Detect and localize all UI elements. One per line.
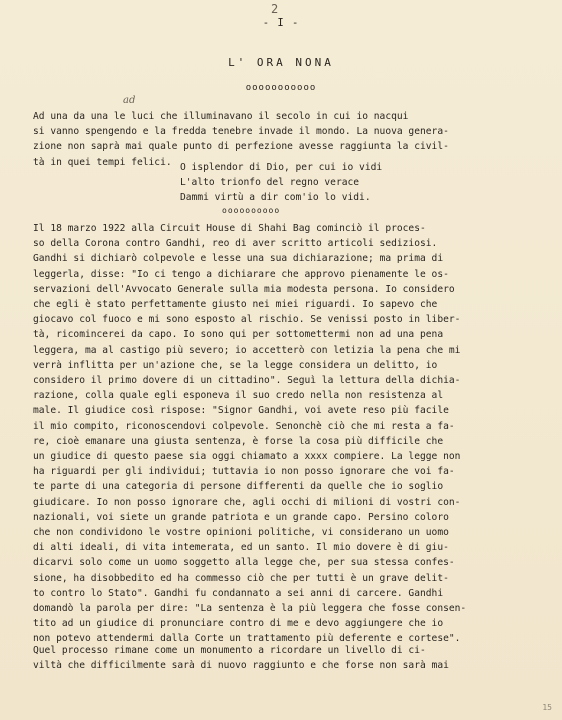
trial-line: nazionali, voi siete un grande patriota e un grande capo. Persino coloro — [33, 511, 449, 523]
corner-pencil-mark: 15 — [542, 703, 552, 712]
trial-line: tito ad un giudice di pronunciare contro di me e devo aggiungere che io — [33, 618, 444, 630]
title-decoration: ooooooooooo — [245, 83, 317, 93]
trial-line: sione, ha disobbedito ed ha commesso ciò che per tutti è un grave delit- — [33, 572, 449, 584]
trial-line: che egli è stato perfettamente giusto nei miei riguardi. Io sapevo che — [33, 299, 438, 310]
verse-decoration: oooooooooo — [222, 206, 281, 215]
chapter-title: L' ORA NONA — [228, 56, 334, 69]
intro-line: si vanno spengendo e la fredda tenebre invade il mondo. La nuova genera- — [33, 126, 449, 138]
trial-line: un giudice di questo paese sia oggi chiamato a xxxx compiere. La legge non — [33, 451, 461, 462]
trial-line: il mio compito, riconoscendovi colpevole. Senonchè ciò che mi resta a fa- — [33, 420, 455, 432]
intro-line: tà in quei tempi felici. — [33, 156, 172, 168]
intro-line: zione non saprà mai quale punto di perfezione avesse raggiunta la civil- — [33, 141, 449, 153]
pencil-page-mark: 2 — [271, 2, 279, 16]
trial-line: domandò la parola per dire: "La sentenza è la più leggera che fosse consen- — [33, 603, 467, 614]
trial-line: tà, ricomincerei da capo. Io sono qui per sottomettermi non ad una pena — [33, 329, 444, 341]
trial-line: razione, colla quale egli esponeva il suo credo nella non resistenza al — [33, 390, 444, 402]
trial-line: verrà inflitta per un'azione che, se la legge considera un delitto, io — [33, 359, 438, 371]
handwritten-correction: ad — [123, 95, 136, 106]
closing-line: viltà che difficilmente sarà di nuovo raggiunto e che forse non sarà mai — [33, 660, 449, 672]
trial-line: non potevo attendermi dalla Corte un trattamento più deferente e cortese". — [33, 633, 461, 645]
trial-line: che non condividono le vostre opinioni politiche, vi considerano un uomo — [33, 527, 449, 538]
trial-line: servazioni dell'Avvocato Generale sulla mia modesta persona. Io considero — [33, 283, 455, 295]
trial-line: Il 18 marzo 1922 alla Circuit House di Shahi Bag cominciò il proces- — [33, 223, 426, 234]
trial-line: re, cioè emanare una giusta sentenza, è forse la cosa più difficile che — [33, 435, 444, 447]
trial-line: to contro lo Stato". Gandhi fu condannato a sei anni di carcere. Gandhi — [33, 587, 444, 599]
trial-line: male. Il giudice così rispose: "Signor Gandhi, voi avete reso più facile — [33, 405, 449, 417]
trial-line: considero il primo dovere di un cittadino". Seguì la lettura della dichia- — [33, 375, 461, 386]
trial-line: dicarvi solo come un uomo soggetto alla legge che, per sua stessa confes- — [33, 557, 455, 569]
trial-line: leggerla, disse: "Io ci tengo a dichiarare che approvo pienamente le os- — [33, 268, 449, 280]
trial-line: te parte di una categoria di persone differenti da quelle che io soglio — [33, 481, 444, 493]
verse-line: Dammi virtù a dir com'io lo vidi. — [180, 192, 371, 203]
trial-line: giocavo col fuoco e mi sono esposto al rischio. Se venissi posto in liber- — [33, 314, 461, 326]
intro-line: Ad una da una le luci che illuminavano il secolo in cui io nacqui — [33, 111, 409, 122]
trial-line: giudicare. Io non posso ignorare che, agli occhi di milioni di vostri con- — [33, 496, 461, 508]
verse-line: L'alto trionfo del regno verace — [180, 177, 360, 188]
trial-line: leggera, ma al castigo più severo; io accetterò con letizia la pena che mi — [33, 344, 461, 356]
trial-line: so della Corona contro Gandhi, reo di aver scritto articoli sediziosi. — [33, 238, 438, 250]
trial-line: Gandhi si dichiarò colpevole e lesse una sua dichiarazione; ma prima di — [33, 253, 444, 265]
page-number: - I - — [262, 17, 300, 29]
trial-line: ha riguardi per gli individui; tuttavia io non posso ignorare che voi fa- — [33, 466, 455, 478]
trial-line: di alti ideali, di vita intemerata, ed un santo. Il mio dovere è di giu- — [33, 542, 449, 554]
verse-line: O isplendor di Dio, per cui io vidi — [180, 162, 383, 173]
closing-line: Quel processo rimane come un monumento a ricordare un livello di ci- — [33, 645, 426, 656]
